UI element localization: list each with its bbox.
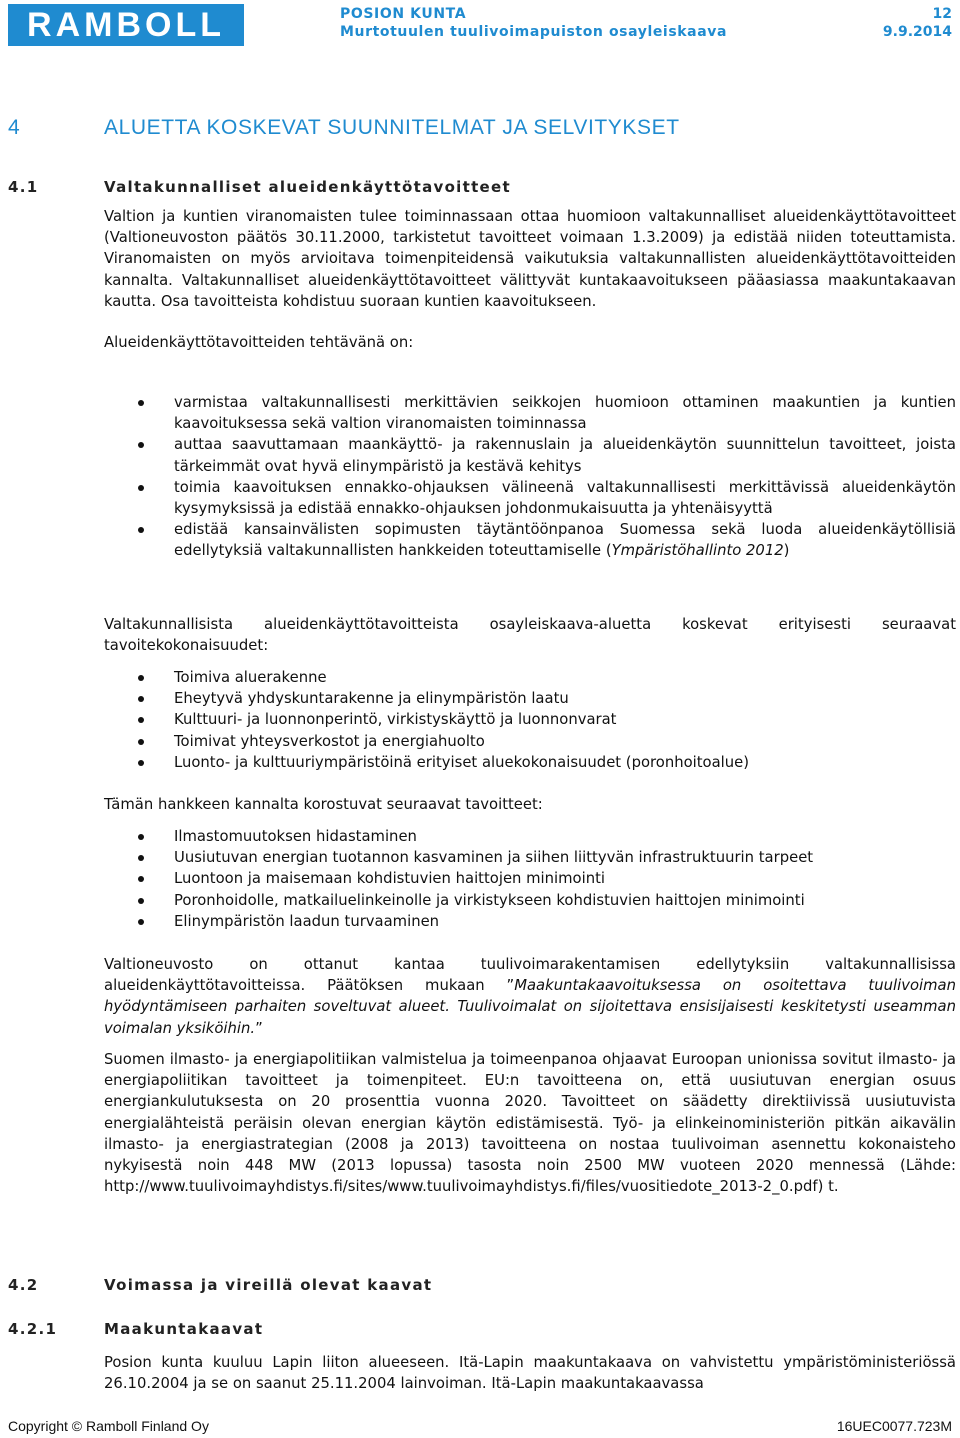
paragraph-intro <box>104 206 956 312</box>
task4-citation: Ympäristöhallinto 2012 <box>611 542 784 560</box>
goals-list <box>104 826 956 932</box>
header-title: POSION KUNTA <box>340 6 467 22</box>
section-4-2-1-number: 4.2.1 <box>8 1320 58 1338</box>
entities-intro-text: Valtakunnallisista alueidenkäyttötavoitteista osayleiskaava-aluetta koskevat erityisesti seuraavat tavoitekokonaisuudet: <box>104 616 956 655</box>
section-4-2-1-heading <box>8 1320 263 1338</box>
section-4-2-heading <box>8 1276 432 1294</box>
list-item: Uusiutuvan energian tuotannon kasvaminen ja siihen liittyvän infrastruktuurin tarpeet <box>104 847 956 868</box>
list-item: varmistaa valtakunnallisesti merkittävien seikkojen huomioon ottaminen maakuntien ja kuntien kaavoituksessa sekä valtion viranomaisten toiminnassa <box>104 392 956 434</box>
footer-doc-code: 16UEC0077.723M <box>836 1418 952 1434</box>
list-item: Toimivat yhteysverkostot ja energiahuolto <box>104 731 956 752</box>
paragraph-government <box>104 954 956 1039</box>
paragraph-intro-text: Valtion ja kuntien viranomaisten tulee toiminnassaan ottaa huomioon valtakunnalliset alueidenkäyttötavoitteet (Valtioneuvoston päätös 30.11.2000, tarkistetut tavoitteet voimaan 1.3.2009) ja edistää niiden toteuttamista. Viranomaisten on myös arvioitava toimenpiteidensä vaikutuksia valtakunnallisten alueidenkäyttötavoitteiden kannalta. Valtakunnalliset alueidenkäyttötavoitteet välittyvät kuntakaavoitukseen pääasiassa maakuntakaavan kautta. Osa tavoitteista kohdistuu suoraan kuntien kaavoitukseen. <box>104 208 956 310</box>
section-4-title: ALUETTA KOSKEVAT SUUNNITELMAT JA SELVITYKSET <box>104 116 680 139</box>
paragraph-maakuntakaava-text: Posion kunta kuuluu Lapin liiton alueeseen. Itä-Lapin maakuntakaava on vahvistettu ympäristöministeriössä 26.10.2004 ja se on saanut 25.11.2004 lainvoiman. Itä-Lapin maakuntakaavassa <box>104 1354 956 1393</box>
list-item: Ilmastomuutoksen hidastaminen <box>104 826 956 847</box>
paragraph-maakuntakaava <box>104 1352 956 1394</box>
list-item: Kulttuuri- ja luonnonperintö, virkistyskäyttö ja luonnonvarat <box>104 709 956 730</box>
list-item: Eheytyvä yhdyskuntarakenne ja elinympäristön laatu <box>104 688 956 709</box>
list-item: auttaa saavuttamaan maankäyttö- ja rakennuslain ja alueidenkäytön suunnittelun tavoitteet, joista tärkeimmät ovat hyvä elinympäristö ja kestävä kehitys <box>104 434 956 476</box>
footer-copyright: Copyright © Ramboll Finland Oy <box>8 1418 209 1434</box>
task4-close: ) <box>783 542 790 560</box>
list-item: toimia kaavoituksen ennakko-ohjauksen välineenä valtakunnallisesti merkittävissä alueidenkäytön kysymyksissä ja edistää ennakko-ohjauksen johdonmukaisuutta ja yhtenäisyyttä <box>104 477 956 519</box>
task4-text: edistää kansainvälisten sopimusten täytäntöönpanoa Suomessa sekä luoda alueidenkäytöllisiä edellytyksiä valtakunnallisten hankkeiden toteuttamiselle ( <box>174 521 956 560</box>
section-4-1-heading <box>8 178 511 196</box>
tasks-list <box>104 392 956 562</box>
gov-text: Valtioneuvosto on ottanut kantaa tuulivoimarakentamisen edellytyksiin valtakunnallisissa alueidenkäyttötavoitteissa. Päätöksen mukaan ” <box>104 956 956 995</box>
header-date: 9.9.2014 <box>882 24 952 40</box>
entities-intro <box>104 614 956 656</box>
gov-close: ” <box>255 1019 263 1037</box>
section-4-1-number: 4.1 <box>8 178 39 196</box>
list-item: Luonto- ja kulttuuriympäristöinä erityiset aluekokonaisuudet (poronhoitoalue) <box>104 752 956 773</box>
section-4-1-title: Valtakunnalliset alueidenkäyttötavoitteet <box>104 178 511 196</box>
tasks-intro-text: Alueidenkäyttötavoitteiden tehtävänä on: <box>104 334 414 351</box>
section-4-2-number: 4.2 <box>8 1276 39 1294</box>
goals-intro-text: Tämän hankkeen kannalta korostuvat seuraavat tavoitteet: <box>104 796 543 813</box>
tasks-intro <box>104 332 956 353</box>
page-number: 12 <box>932 6 952 22</box>
goals-intro <box>104 794 956 815</box>
list-item: Poronhoidolle, matkailuelinkeinolle ja virkistykseen kohdistuvien haittojen minimointi <box>104 890 956 911</box>
list-item: Toimiva aluerakenne <box>104 667 956 688</box>
list-item: Luontoon ja maisemaan kohdistuvien haittojen minimointi <box>104 868 956 889</box>
entities-list-block <box>104 667 956 773</box>
logo-text: RAMBOLL <box>27 6 225 44</box>
gov-quote: Maakuntakaavoituksessa on osoitettava tuulivoiman hyödyntämiseen parhaiten soveltuvat alueet. Tuulivoimalat on sijoitettava ensisijaisesti keskitetysti useamman voimalan yksiköihin. <box>104 977 956 1037</box>
header-subtitle: Murtotuulen tuulivoimapuiston osayleiskaava <box>340 24 728 40</box>
entities-list <box>104 667 956 773</box>
section-4-2-title: Voimassa ja vireillä olevat kaavat <box>104 1276 433 1294</box>
paragraph-eu <box>104 1049 956 1197</box>
section-4-2-1-title: Maakuntakaavat <box>104 1320 264 1338</box>
tasks-list-block <box>104 392 956 562</box>
ramboll-logo <box>8 4 244 46</box>
section-4-number: 4 <box>8 116 21 139</box>
list-item: Elinympäristön laadun turvaaminen <box>104 911 956 932</box>
list-item <box>104 519 956 561</box>
paragraph-eu-text: Suomen ilmasto- ja energiapolitiikan valmistelua ja toimeenpanoa ohjaavat Euroopan unionissa sovitut ilmasto- ja energiapoliitikan tavoitteet ja toimenpiteet. EU:n tavoitteena on, että uusiutuvan energian osuus energiankulutuksesta on 20 prosenttia vuonna 2020. Tavoitteet on säädetty direktiivissä uusiutuvista energialähteistä peräisin olevan energian käytön edistämisestä. Työ- ja elinkeinoministeriön pitkän aikavälin ilmasto- ja energiastrategian (2008 ja 2013) tavoitteena on nostaa tuulivoiman asennettu kokonaisteho nykyisestä noin 448 MW (2013 lopussa) tasosta noin 2500 MW vuoteen 2020 mennessä (Lähde: http://www.tuulivoimayhdistys.fi/sites/www.tuulivoimayhdistys.fi/files/vuositiedote_2013-2_0.pdf) t. <box>104 1051 956 1196</box>
section-4-heading <box>8 116 680 140</box>
goals-list-block <box>104 826 956 932</box>
